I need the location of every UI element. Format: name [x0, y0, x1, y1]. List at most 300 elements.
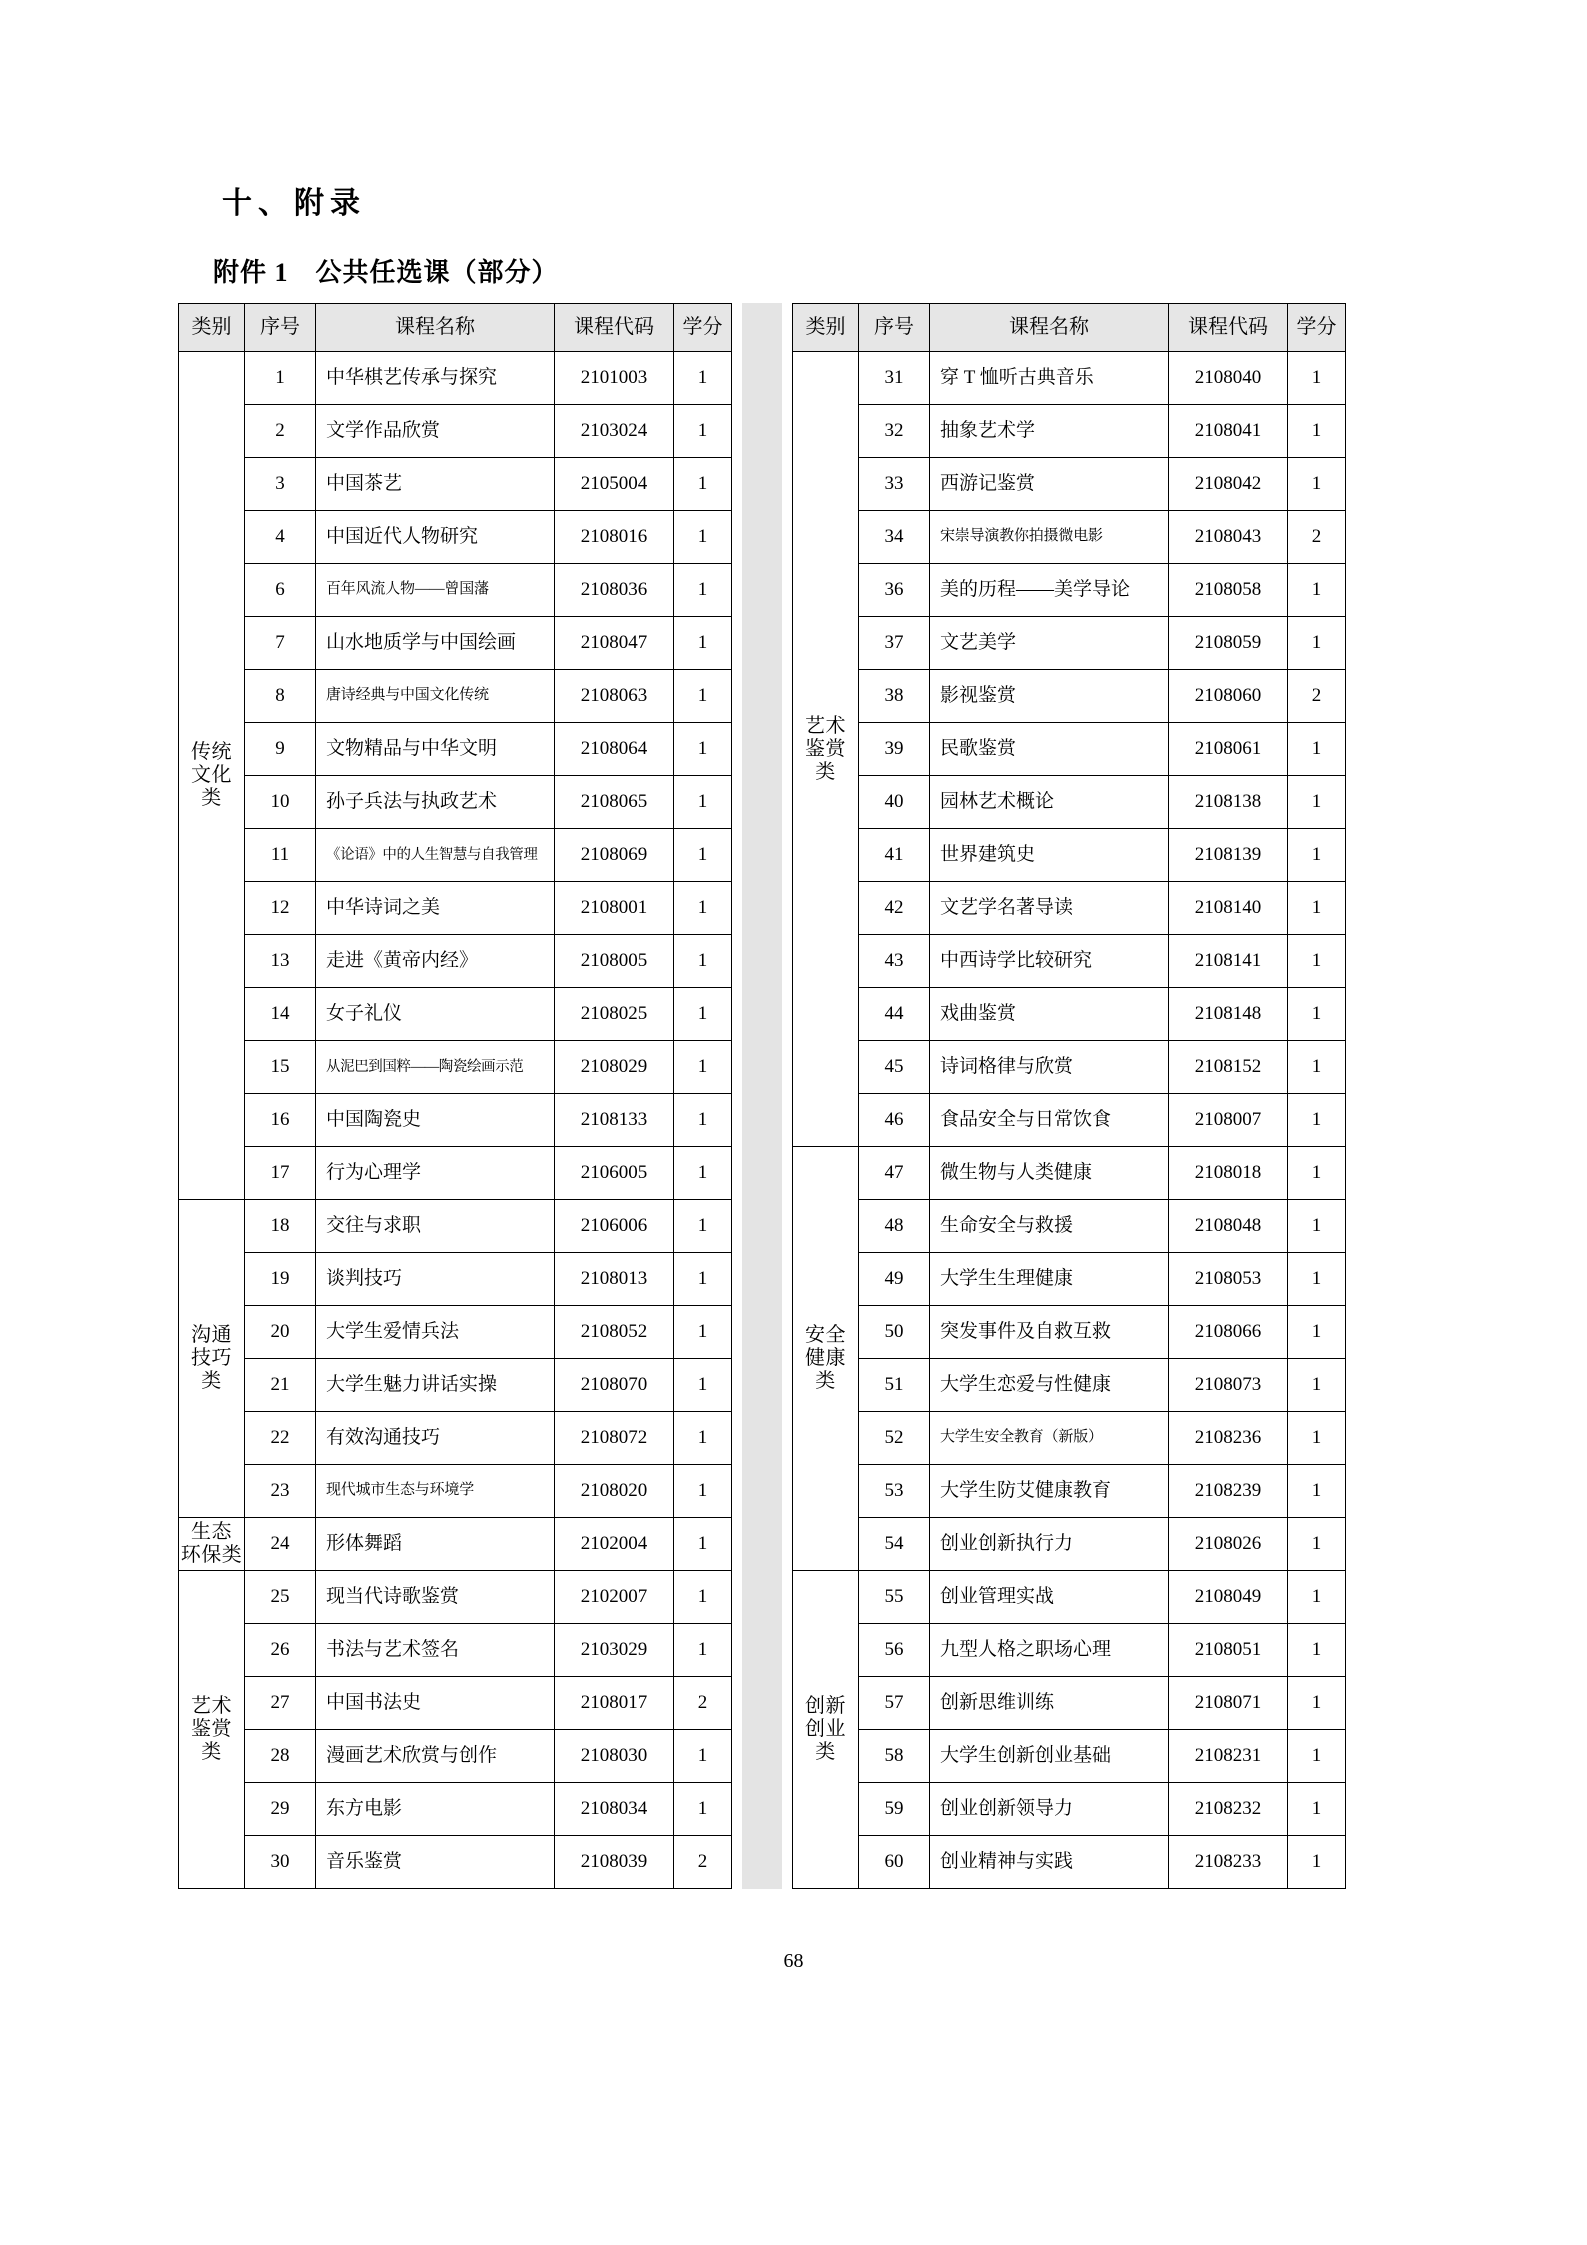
cell-course-name: 中国茶艺	[316, 458, 555, 511]
cell-course-name: 影视鉴赏	[930, 670, 1169, 723]
cell-index: 23	[245, 1465, 316, 1518]
cell-credit: 1	[674, 1783, 732, 1836]
cell-index: 36	[859, 564, 930, 617]
cell-course-name: 创业创新领导力	[930, 1783, 1169, 1836]
category-cell: 传统 文化 类	[179, 352, 245, 1200]
cell-credit: 1	[674, 988, 732, 1041]
cell-index: 22	[245, 1412, 316, 1465]
cell-credit: 1	[674, 882, 732, 935]
cell-index: 11	[245, 829, 316, 882]
cell-course-code: 2108048	[1169, 1200, 1288, 1253]
section-heading: 十、附录	[222, 187, 366, 220]
cell-course-code: 2108016	[555, 511, 674, 564]
table-row	[793, 405, 1346, 458]
cell-course-code: 2108061	[1169, 723, 1288, 776]
table-row	[793, 1677, 1346, 1730]
cell-course-code: 2108060	[1169, 670, 1288, 723]
cell-credit: 1	[1288, 1836, 1346, 1889]
cell-credit: 1	[1288, 1200, 1346, 1253]
cell-course-name: 九型人格之职场心理	[930, 1624, 1169, 1677]
cell-index: 14	[245, 988, 316, 1041]
table-row	[179, 988, 732, 1041]
cell-course-code: 2108020	[555, 1465, 674, 1518]
cell-credit: 2	[674, 1677, 732, 1730]
table-row	[793, 1094, 1346, 1147]
cell-index: 10	[245, 776, 316, 829]
cell-index: 31	[859, 352, 930, 405]
cell-credit: 1	[1288, 1783, 1346, 1836]
cell-credit: 1	[1288, 1412, 1346, 1465]
table-row	[179, 776, 732, 829]
cell-course-name: 东方电影	[316, 1783, 555, 1836]
table-row	[793, 1624, 1346, 1677]
cell-credit: 1	[1288, 352, 1346, 405]
cell-course-code: 2102004	[555, 1518, 674, 1571]
cell-course-code: 2108070	[555, 1359, 674, 1412]
cell-course-code: 2108138	[1169, 776, 1288, 829]
cell-course-code: 2108025	[555, 988, 674, 1041]
table-row	[179, 352, 732, 405]
header-course-name: 课程名称	[930, 304, 1169, 352]
cell-credit: 1	[1288, 1253, 1346, 1306]
table-row	[179, 1041, 732, 1094]
cell-index: 43	[859, 935, 930, 988]
cell-credit: 1	[1288, 1624, 1346, 1677]
cell-course-name: 从泥巴到国粹——陶瓷绘画示范	[316, 1041, 555, 1094]
cell-course-code: 2108073	[1169, 1359, 1288, 1412]
cell-course-code: 2108049	[1169, 1571, 1288, 1624]
category-cell: 安全 健康 类	[793, 1147, 859, 1571]
cell-course-code: 2106005	[555, 1147, 674, 1200]
cell-credit: 1	[674, 1306, 732, 1359]
table-row	[793, 352, 1346, 405]
header-index: 序号	[245, 304, 316, 352]
cell-course-code: 2108036	[555, 564, 674, 617]
cell-course-code: 2108140	[1169, 882, 1288, 935]
cell-index: 59	[859, 1783, 930, 1836]
cell-course-code: 2108017	[555, 1677, 674, 1730]
cell-credit: 1	[1288, 882, 1346, 935]
cell-index: 53	[859, 1465, 930, 1518]
cell-course-name: 有效沟通技巧	[316, 1412, 555, 1465]
cell-index: 34	[859, 511, 930, 564]
cell-course-code: 2103029	[555, 1624, 674, 1677]
cell-index: 46	[859, 1094, 930, 1147]
cell-credit: 1	[1288, 935, 1346, 988]
table-row	[179, 1412, 732, 1465]
cell-index: 51	[859, 1359, 930, 1412]
header-credit: 学分	[674, 304, 732, 352]
cell-course-code: 2108039	[555, 1836, 674, 1889]
page-number: 68	[783, 1950, 804, 1972]
cell-course-code: 2108064	[555, 723, 674, 776]
cell-course-name: 大学生生理健康	[930, 1253, 1169, 1306]
cell-credit: 1	[674, 1359, 732, 1412]
table-row	[793, 829, 1346, 882]
cell-course-name: 微生物与人类健康	[930, 1147, 1169, 1200]
cell-index: 4	[245, 511, 316, 564]
cell-index: 37	[859, 617, 930, 670]
cell-credit: 1	[1288, 1465, 1346, 1518]
table-row	[179, 670, 732, 723]
header-course-code: 课程代码	[1169, 304, 1288, 352]
cell-index: 33	[859, 458, 930, 511]
cell-index: 3	[245, 458, 316, 511]
cell-course-name: 抽象艺术学	[930, 405, 1169, 458]
cell-index: 19	[245, 1253, 316, 1306]
table-row	[793, 564, 1346, 617]
table-row	[179, 1730, 732, 1783]
table-row	[793, 1836, 1346, 1889]
cell-course-name: 《论语》中的人生智慧与自我管理	[316, 829, 555, 882]
cell-index: 60	[859, 1836, 930, 1889]
appendix-heading: 附件 1 公共任选课（部分）	[213, 258, 559, 287]
cell-credit: 1	[1288, 1147, 1346, 1200]
table-body-right	[793, 352, 1346, 1889]
cell-course-name: 大学生创新创业基础	[930, 1730, 1169, 1783]
table-row	[793, 458, 1346, 511]
cell-index: 12	[245, 882, 316, 935]
cell-course-name: 西游记鉴赏	[930, 458, 1169, 511]
header-course-name: 课程名称	[316, 304, 555, 352]
cell-credit: 1	[674, 723, 732, 776]
table-row	[179, 617, 732, 670]
table-row	[793, 1465, 1346, 1518]
cell-credit: 1	[1288, 1518, 1346, 1571]
cell-index: 28	[245, 1730, 316, 1783]
table-row	[793, 723, 1346, 776]
table-row	[179, 1571, 732, 1624]
cell-credit: 1	[1288, 1306, 1346, 1359]
cell-course-name: 穿 T 恤听古典音乐	[930, 352, 1169, 405]
cell-course-code: 2108029	[555, 1041, 674, 1094]
cell-credit: 1	[674, 1412, 732, 1465]
cell-course-name: 中国近代人物研究	[316, 511, 555, 564]
cell-course-code: 2108071	[1169, 1677, 1288, 1730]
cell-index: 1	[245, 352, 316, 405]
table-row	[793, 882, 1346, 935]
cell-course-code: 2103024	[555, 405, 674, 458]
cell-course-name: 中国陶瓷史	[316, 1094, 555, 1147]
table-row	[793, 511, 1346, 564]
cell-course-name: 美的历程——美学导论	[930, 564, 1169, 617]
cell-course-name: 孙子兵法与执政艺术	[316, 776, 555, 829]
table-row	[179, 1200, 732, 1253]
cell-course-code: 2108013	[555, 1253, 674, 1306]
cell-course-name: 中华诗词之美	[316, 882, 555, 935]
cell-course-name: 形体舞蹈	[316, 1518, 555, 1571]
cell-index: 58	[859, 1730, 930, 1783]
cell-course-code: 2108141	[1169, 935, 1288, 988]
category-cell: 生态 环保类	[179, 1518, 245, 1571]
table-row	[179, 1677, 732, 1730]
cell-course-code: 2108040	[1169, 352, 1288, 405]
cell-index: 49	[859, 1253, 930, 1306]
cell-course-name: 戏曲鉴赏	[930, 988, 1169, 1041]
table-header-left	[179, 304, 732, 352]
cell-course-code: 2108052	[555, 1306, 674, 1359]
cell-course-code: 2108133	[555, 1094, 674, 1147]
cell-credit: 1	[674, 829, 732, 882]
cell-credit: 1	[1288, 1677, 1346, 1730]
cell-index: 2	[245, 405, 316, 458]
table-row	[179, 1306, 732, 1359]
cell-course-name: 书法与艺术签名	[316, 1624, 555, 1677]
cell-index: 40	[859, 776, 930, 829]
table-separator	[742, 303, 782, 1889]
cell-course-name: 百年风流人物——曾国藩	[316, 564, 555, 617]
cell-index: 44	[859, 988, 930, 1041]
cell-course-code: 2108018	[1169, 1147, 1288, 1200]
cell-course-name: 大学生魅力讲话实操	[316, 1359, 555, 1412]
table-row	[179, 1147, 732, 1200]
cell-course-name: 文物精品与中华文明	[316, 723, 555, 776]
cell-index: 25	[245, 1571, 316, 1624]
cell-index: 8	[245, 670, 316, 723]
cell-index: 21	[245, 1359, 316, 1412]
cell-course-name: 女子礼仪	[316, 988, 555, 1041]
table-row	[179, 935, 732, 988]
table-row	[179, 511, 732, 564]
cell-credit: 1	[674, 1730, 732, 1783]
cell-index: 54	[859, 1518, 930, 1571]
category-cell: 沟通 技巧 类	[179, 1200, 245, 1518]
cell-course-name: 中国书法史	[316, 1677, 555, 1730]
cell-credit: 1	[674, 1571, 732, 1624]
cell-index: 42	[859, 882, 930, 935]
cell-course-code: 2108233	[1169, 1836, 1288, 1889]
cell-course-name: 山水地质学与中国绘画	[316, 617, 555, 670]
cell-course-name: 民歌鉴赏	[930, 723, 1169, 776]
cell-course-code: 2108030	[555, 1730, 674, 1783]
cell-credit: 2	[1288, 670, 1346, 723]
cell-index: 47	[859, 1147, 930, 1200]
cell-course-name: 创业创新执行力	[930, 1518, 1169, 1571]
cell-course-name: 大学生恋爱与性健康	[930, 1359, 1169, 1412]
cell-index: 9	[245, 723, 316, 776]
cell-index: 50	[859, 1306, 930, 1359]
cell-course-code: 2108043	[1169, 511, 1288, 564]
table-row	[793, 1359, 1346, 1412]
cell-course-name: 文艺学名著导读	[930, 882, 1169, 935]
cell-course-code: 2108051	[1169, 1624, 1288, 1677]
table-row	[179, 1465, 732, 1518]
cell-index: 20	[245, 1306, 316, 1359]
cell-index: 15	[245, 1041, 316, 1094]
cell-course-name: 园林艺术概论	[930, 776, 1169, 829]
cell-course-code: 2108041	[1169, 405, 1288, 458]
table-row	[179, 1253, 732, 1306]
table-row	[793, 1518, 1346, 1571]
cell-course-name: 创业精神与实践	[930, 1836, 1169, 1889]
cell-credit: 1	[1288, 564, 1346, 617]
cell-credit: 1	[1288, 405, 1346, 458]
cell-course-code: 2108007	[1169, 1094, 1288, 1147]
cell-course-name: 漫画艺术欣赏与创作	[316, 1730, 555, 1783]
cell-credit: 1	[674, 352, 732, 405]
cell-index: 7	[245, 617, 316, 670]
table-row	[793, 1783, 1346, 1836]
cell-course-name: 音乐鉴赏	[316, 1836, 555, 1889]
header-category: 类别	[179, 304, 245, 352]
cell-index: 24	[245, 1518, 316, 1571]
category-cell: 艺术 鉴赏 类	[179, 1571, 245, 1889]
cell-index: 27	[245, 1677, 316, 1730]
cell-course-code: 2108231	[1169, 1730, 1288, 1783]
cell-index: 32	[859, 405, 930, 458]
header-row	[793, 304, 1346, 352]
cell-course-code: 2108065	[555, 776, 674, 829]
cell-credit: 1	[1288, 1094, 1346, 1147]
course-tables-container	[178, 303, 1404, 1889]
cell-index: 13	[245, 935, 316, 988]
cell-course-code: 2108042	[1169, 458, 1288, 511]
table-row	[793, 1730, 1346, 1783]
cell-credit: 1	[1288, 723, 1346, 776]
table-row	[793, 617, 1346, 670]
cell-course-code: 2108232	[1169, 1783, 1288, 1836]
table-row	[793, 670, 1346, 723]
cell-course-code: 2108059	[1169, 617, 1288, 670]
cell-course-code: 2108072	[555, 1412, 674, 1465]
cell-index: 45	[859, 1041, 930, 1094]
cell-credit: 1	[674, 1253, 732, 1306]
cell-course-code: 2108034	[555, 1783, 674, 1836]
table-row	[179, 405, 732, 458]
header-category: 类别	[793, 304, 859, 352]
cell-index: 41	[859, 829, 930, 882]
cell-course-name: 现代城市生态与环境学	[316, 1465, 555, 1518]
table-row	[179, 1836, 732, 1889]
cell-index: 26	[245, 1624, 316, 1677]
cell-course-code: 2108066	[1169, 1306, 1288, 1359]
cell-credit: 1	[1288, 1730, 1346, 1783]
cell-course-name: 生命安全与救援	[930, 1200, 1169, 1253]
cell-course-name: 走进《黄帝内经》	[316, 935, 555, 988]
cell-credit: 1	[674, 935, 732, 988]
cell-credit: 1	[1288, 829, 1346, 882]
cell-index: 29	[245, 1783, 316, 1836]
cell-course-code: 2106006	[555, 1200, 674, 1253]
cell-course-name: 现当代诗歌鉴赏	[316, 1571, 555, 1624]
cell-credit: 1	[674, 1624, 732, 1677]
cell-course-name: 诗词格律与欣赏	[930, 1041, 1169, 1094]
cell-course-code: 2105004	[555, 458, 674, 511]
cell-credit: 1	[1288, 1571, 1346, 1624]
cell-course-code: 2102007	[555, 1571, 674, 1624]
cell-course-code: 2108239	[1169, 1465, 1288, 1518]
cell-index: 52	[859, 1412, 930, 1465]
cell-credit: 1	[674, 1147, 732, 1200]
cell-credit: 1	[674, 1094, 732, 1147]
cell-index: 48	[859, 1200, 930, 1253]
cell-credit: 1	[1288, 458, 1346, 511]
cell-credit: 1	[1288, 988, 1346, 1041]
cell-index: 17	[245, 1147, 316, 1200]
cell-credit: 1	[674, 1518, 732, 1571]
cell-course-name: 宋崇导演教你拍摄微电影	[930, 511, 1169, 564]
header-index: 序号	[859, 304, 930, 352]
table-row	[179, 723, 732, 776]
table-row	[179, 1359, 732, 1412]
cell-course-code: 2108063	[555, 670, 674, 723]
cell-credit: 1	[674, 1200, 732, 1253]
cell-index: 18	[245, 1200, 316, 1253]
cell-credit: 1	[1288, 617, 1346, 670]
course-table-right	[792, 303, 1346, 1889]
cell-course-name: 大学生防艾健康教育	[930, 1465, 1169, 1518]
table-row	[793, 1571, 1346, 1624]
table-row	[179, 829, 732, 882]
cell-course-code: 2108001	[555, 882, 674, 935]
cell-credit: 1	[674, 776, 732, 829]
cell-course-name: 创业管理实战	[930, 1571, 1169, 1624]
cell-course-name: 文学作品欣赏	[316, 405, 555, 458]
cell-course-code: 2108069	[555, 829, 674, 882]
cell-credit: 1	[674, 511, 732, 564]
cell-course-name: 交往与求职	[316, 1200, 555, 1253]
cell-course-name: 世界建筑史	[930, 829, 1169, 882]
cell-index: 55	[859, 1571, 930, 1624]
cell-course-code: 2108047	[555, 617, 674, 670]
cell-credit: 1	[674, 670, 732, 723]
cell-course-name: 文艺美学	[930, 617, 1169, 670]
table-row	[793, 1200, 1346, 1253]
cell-course-name: 中西诗学比较研究	[930, 935, 1169, 988]
table-row	[179, 564, 732, 617]
cell-index: 16	[245, 1094, 316, 1147]
cell-credit: 1	[674, 458, 732, 511]
category-cell: 艺术 鉴赏 类	[793, 352, 859, 1147]
cell-index: 30	[245, 1836, 316, 1889]
cell-course-name: 突发事件及自救互救	[930, 1306, 1169, 1359]
table-row	[793, 988, 1346, 1041]
table-row	[179, 1624, 732, 1677]
cell-course-name: 行为心理学	[316, 1147, 555, 1200]
table-row	[179, 1783, 732, 1836]
table-row	[793, 1253, 1346, 1306]
cell-index: 56	[859, 1624, 930, 1677]
cell-course-name: 唐诗经典与中国文化传统	[316, 670, 555, 723]
cell-index: 6	[245, 564, 316, 617]
cell-credit: 1	[674, 405, 732, 458]
cell-course-name: 大学生安全教育（新版）	[930, 1412, 1169, 1465]
table-row	[793, 776, 1346, 829]
cell-credit: 2	[674, 1836, 732, 1889]
header-row	[179, 304, 732, 352]
table-row	[179, 458, 732, 511]
table-row	[793, 1147, 1346, 1200]
header-course-code: 课程代码	[555, 304, 674, 352]
cell-course-code: 2108026	[1169, 1518, 1288, 1571]
cell-credit: 1	[674, 1041, 732, 1094]
cell-credit: 1	[674, 617, 732, 670]
cell-course-name: 大学生爱情兵法	[316, 1306, 555, 1359]
table-row	[793, 935, 1346, 988]
table-row	[179, 1518, 732, 1571]
cell-index: 38	[859, 670, 930, 723]
cell-course-code: 2101003	[555, 352, 674, 405]
cell-index: 57	[859, 1677, 930, 1730]
cell-course-code: 2108139	[1169, 829, 1288, 882]
course-table-left	[178, 303, 732, 1889]
cell-course-name: 创新思维训练	[930, 1677, 1169, 1730]
cell-course-code: 2108053	[1169, 1253, 1288, 1306]
cell-credit: 1	[1288, 776, 1346, 829]
header-credit: 学分	[1288, 304, 1346, 352]
cell-course-name: 谈判技巧	[316, 1253, 555, 1306]
cell-credit: 1	[674, 1465, 732, 1518]
